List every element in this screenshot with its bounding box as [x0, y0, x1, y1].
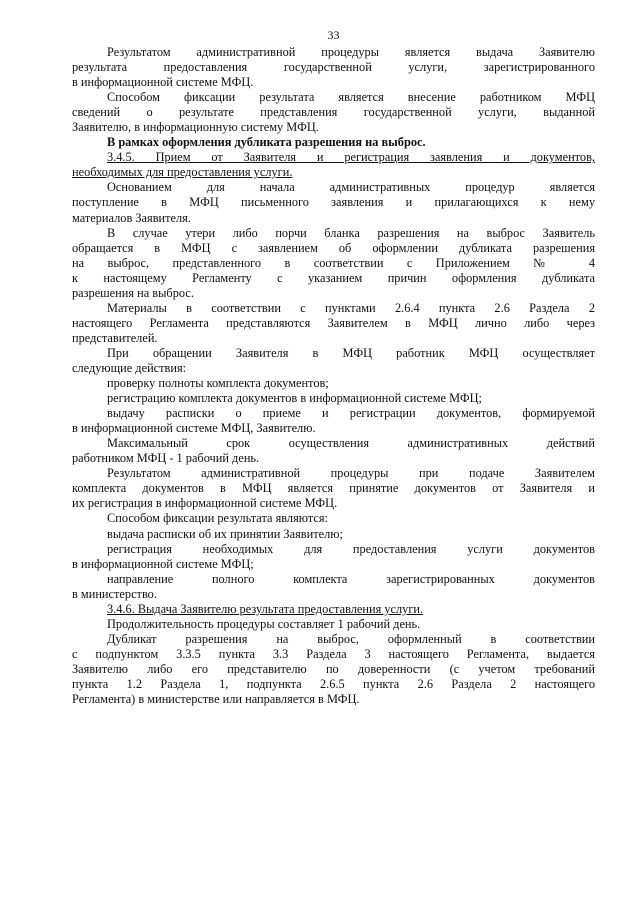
text-line: в информационной системе МФЦ; [72, 556, 254, 571]
text-line: Способом фиксации результата являются: [107, 511, 328, 526]
text-line: Дубликат разрешения на выброс, оформленный в соответствии [107, 631, 595, 646]
text-line: Способом фиксации результата является внесение работником МФЦ [107, 90, 595, 105]
paragraph [72, 436, 595, 466]
paragraph [72, 527, 595, 542]
text-line: на выброс, представленного в соответствии с Приложением № 4 [72, 255, 595, 270]
paragraph [72, 346, 595, 376]
text-line: регистрация необходимых для предоставления услуги документов [107, 541, 595, 556]
text-line: комплекта документов в МФЦ является принятие документов от Заявителя и [72, 481, 595, 496]
text-line: Основанием для начала административных процедур является [107, 180, 595, 195]
text-line: пункта 1.2 Раздела 1, подпункта 2.6.5 пункта 2.6 Раздела 2 настоящего [72, 676, 595, 691]
paragraph [72, 617, 595, 632]
text-line: с подпунктом 3.3.5 пункта 3.3 Раздела 3 настоящего Регламента, выдается [72, 646, 595, 661]
paragraph [72, 602, 595, 617]
paragraph [72, 150, 595, 180]
text-line: разрешения на выброс. [72, 285, 194, 300]
text-line: Регламента) в министерстве или направляется в МФЦ. [72, 692, 360, 707]
paragraph [72, 511, 595, 526]
paragraph [72, 391, 595, 406]
text-line: к настоящему Регламенту с указанием причин оформления дубликата [72, 270, 595, 285]
text-line: представителей. [72, 330, 158, 345]
text-line: В случае утери либо порчи бланка разрешения на выброс Заявитель [107, 225, 595, 240]
text-line: При обращении Заявителя в МФЦ работник МФЦ осуществляет [107, 345, 595, 360]
text-line: их регистрация в информационной системе МФЦ. [72, 496, 338, 511]
text-line: регистрацию комплекта документов в информационной системе МФЦ; [107, 391, 482, 406]
paragraph [72, 90, 595, 135]
paragraph [72, 466, 595, 511]
text-line: материалов Заявителя. [72, 210, 191, 225]
text-line: Материалы в соответствии с пунктами 2.6.4 пункта 2.6 Раздела 2 [107, 300, 595, 315]
text-line: Заявителю, в информационную систему МФЦ. [72, 120, 319, 135]
text-line: необходимых для предоставления услуги. [72, 165, 293, 180]
text-line: 3.4.5. Прием от Заявителя и регистрация заявления и документов, [107, 150, 595, 165]
text-line: 3.4.6. Выдача Заявителю результата предоставления услуги. [107, 601, 424, 616]
text-line: результата предоставления государственной услуги, зарегистрированного [72, 60, 595, 75]
text-line: в информационной системе МФЦ. [72, 75, 254, 90]
paragraph [72, 376, 595, 391]
paragraph [72, 301, 595, 346]
page-number: 33 [327, 28, 340, 42]
text-line: поступление в МФЦ письменного заявления и прилагающихся к нему [72, 195, 595, 210]
paragraph [72, 180, 595, 225]
text-line: Результатом административной процедуры при подаче Заявителем [107, 466, 595, 481]
document-page [72, 28, 595, 707]
paragraph [72, 406, 595, 436]
text-line: направление полного комплекта зарегистрированных документов [107, 571, 595, 586]
paragraph [72, 226, 595, 301]
text-line: Максимальный срок осуществления административных действий [107, 436, 595, 451]
text-line: Продолжительность процедуры составляет 1 рабочий день. [107, 616, 421, 631]
text-line: выдача расписки об их принятии Заявителю; [107, 526, 343, 541]
paragraph [72, 135, 595, 150]
text-line: следующие действия: [72, 360, 187, 375]
text-line: в информационной системе МФЦ, Заявителю. [72, 421, 316, 436]
text-line: настоящего Регламента представляются Заявителем в МФЦ лично либо через [72, 315, 595, 330]
paragraph [72, 45, 595, 90]
text-line: Заявителю либо его представителю по доверенности (с учетом требований [72, 661, 595, 676]
text-line: в министерство. [72, 586, 157, 601]
paragraph [72, 632, 595, 707]
document-body [72, 45, 595, 707]
text-line: обращается в МФЦ с заявлением об оформлении дубликата разрешения [72, 240, 595, 255]
text-line: работником МФЦ - 1 рабочий день. [72, 451, 260, 466]
text-line: выдачу расписки о приеме и регистрации документов, формируемой [107, 406, 595, 421]
paragraph [72, 572, 595, 602]
text-line: Результатом административной процедуры является выдача Заявителю [107, 45, 595, 59]
text-line: сведений о результате представления государственной услуги, выданной [72, 105, 595, 120]
text-line: проверку полноты комплекта документов; [107, 376, 329, 391]
paragraph [72, 542, 595, 572]
text-line: В рамках оформления дубликата разрешения на выброс. [107, 135, 426, 150]
